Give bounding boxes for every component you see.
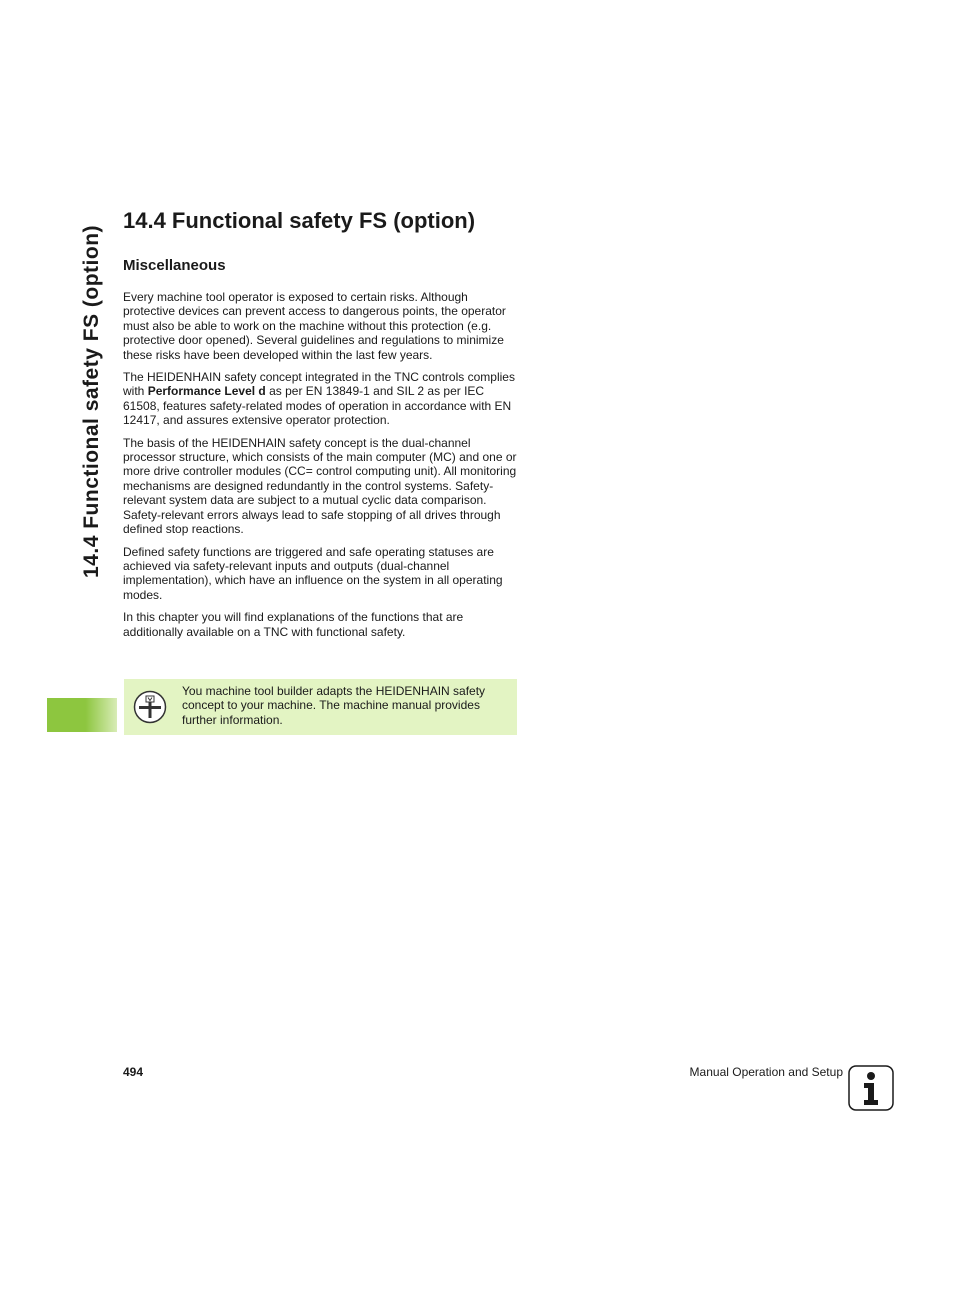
- performance-level-term: Performance Level d: [147, 384, 266, 399]
- machine-note-box: [124, 679, 517, 735]
- section-title: Miscellaneous: [123, 257, 226, 274]
- note-text: You machine tool builder adapts the HEIDENHAIN safety concept to your machine. The machine manual provides further information.: [182, 684, 486, 727]
- page-number: 494: [123, 1065, 144, 1079]
- chapter-title: 14.4 Functional safety FS (option): [123, 208, 476, 233]
- machine-tool-builder-icon: [133, 690, 167, 724]
- info-icon: [848, 1065, 894, 1111]
- paragraph-5: In this chapter you will find explanations of the functions that are additionally available on a TNC with functional safety.: [123, 610, 464, 639]
- chapter-tab-marker: [47, 698, 117, 732]
- paragraph-2-end: as per EN 13849-1 and SIL 2 as per IEC 61508, features safety-related modes of operation in accordance with EN 12417, and assures extensive operator protection.: [123, 384, 512, 428]
- paragraph-3: The basis of the HEIDENHAIN safety concept is the dual-channel processor structure, which consists of the main computer (MC) and one or more drive controller modules (CC= control computing unit). All monitoring mechanisms are designed redundantly in the control systems. Safety-relevant system data are subject to a mutual cyclic data comparison. Safety-relevant errors always lead to safe stopping of all drives through defined stop reactions.: [123, 435, 517, 537]
- paragraph-1: Every machine tool operator is exposed to certain risks. Although protective devices can prevent access to dangerous points, the operator must also be able to work on the machine without this protection (e.g. protective door opened). Several guidelines and regulations to minimize these risks have been developed within the last few years.: [123, 290, 506, 362]
- footer-manual-title: Manual Operation and Setup: [689, 1065, 843, 1079]
- sidebar-chapter-title: 14.4 Functional safety FS (option): [80, 224, 103, 578]
- paragraph-2: [123, 370, 519, 428]
- paragraph-2-start: The HEIDENHAIN safety concept integrated in the TNC controls complies with: [123, 370, 515, 399]
- body-text: [123, 290, 519, 647]
- paragraph-4: Defined safety functions are triggered and safe operating statuses are achieved via safety-relevant inputs and outputs (dual-channel implementation), which have an influence on the system in all operating modes.: [123, 544, 503, 602]
